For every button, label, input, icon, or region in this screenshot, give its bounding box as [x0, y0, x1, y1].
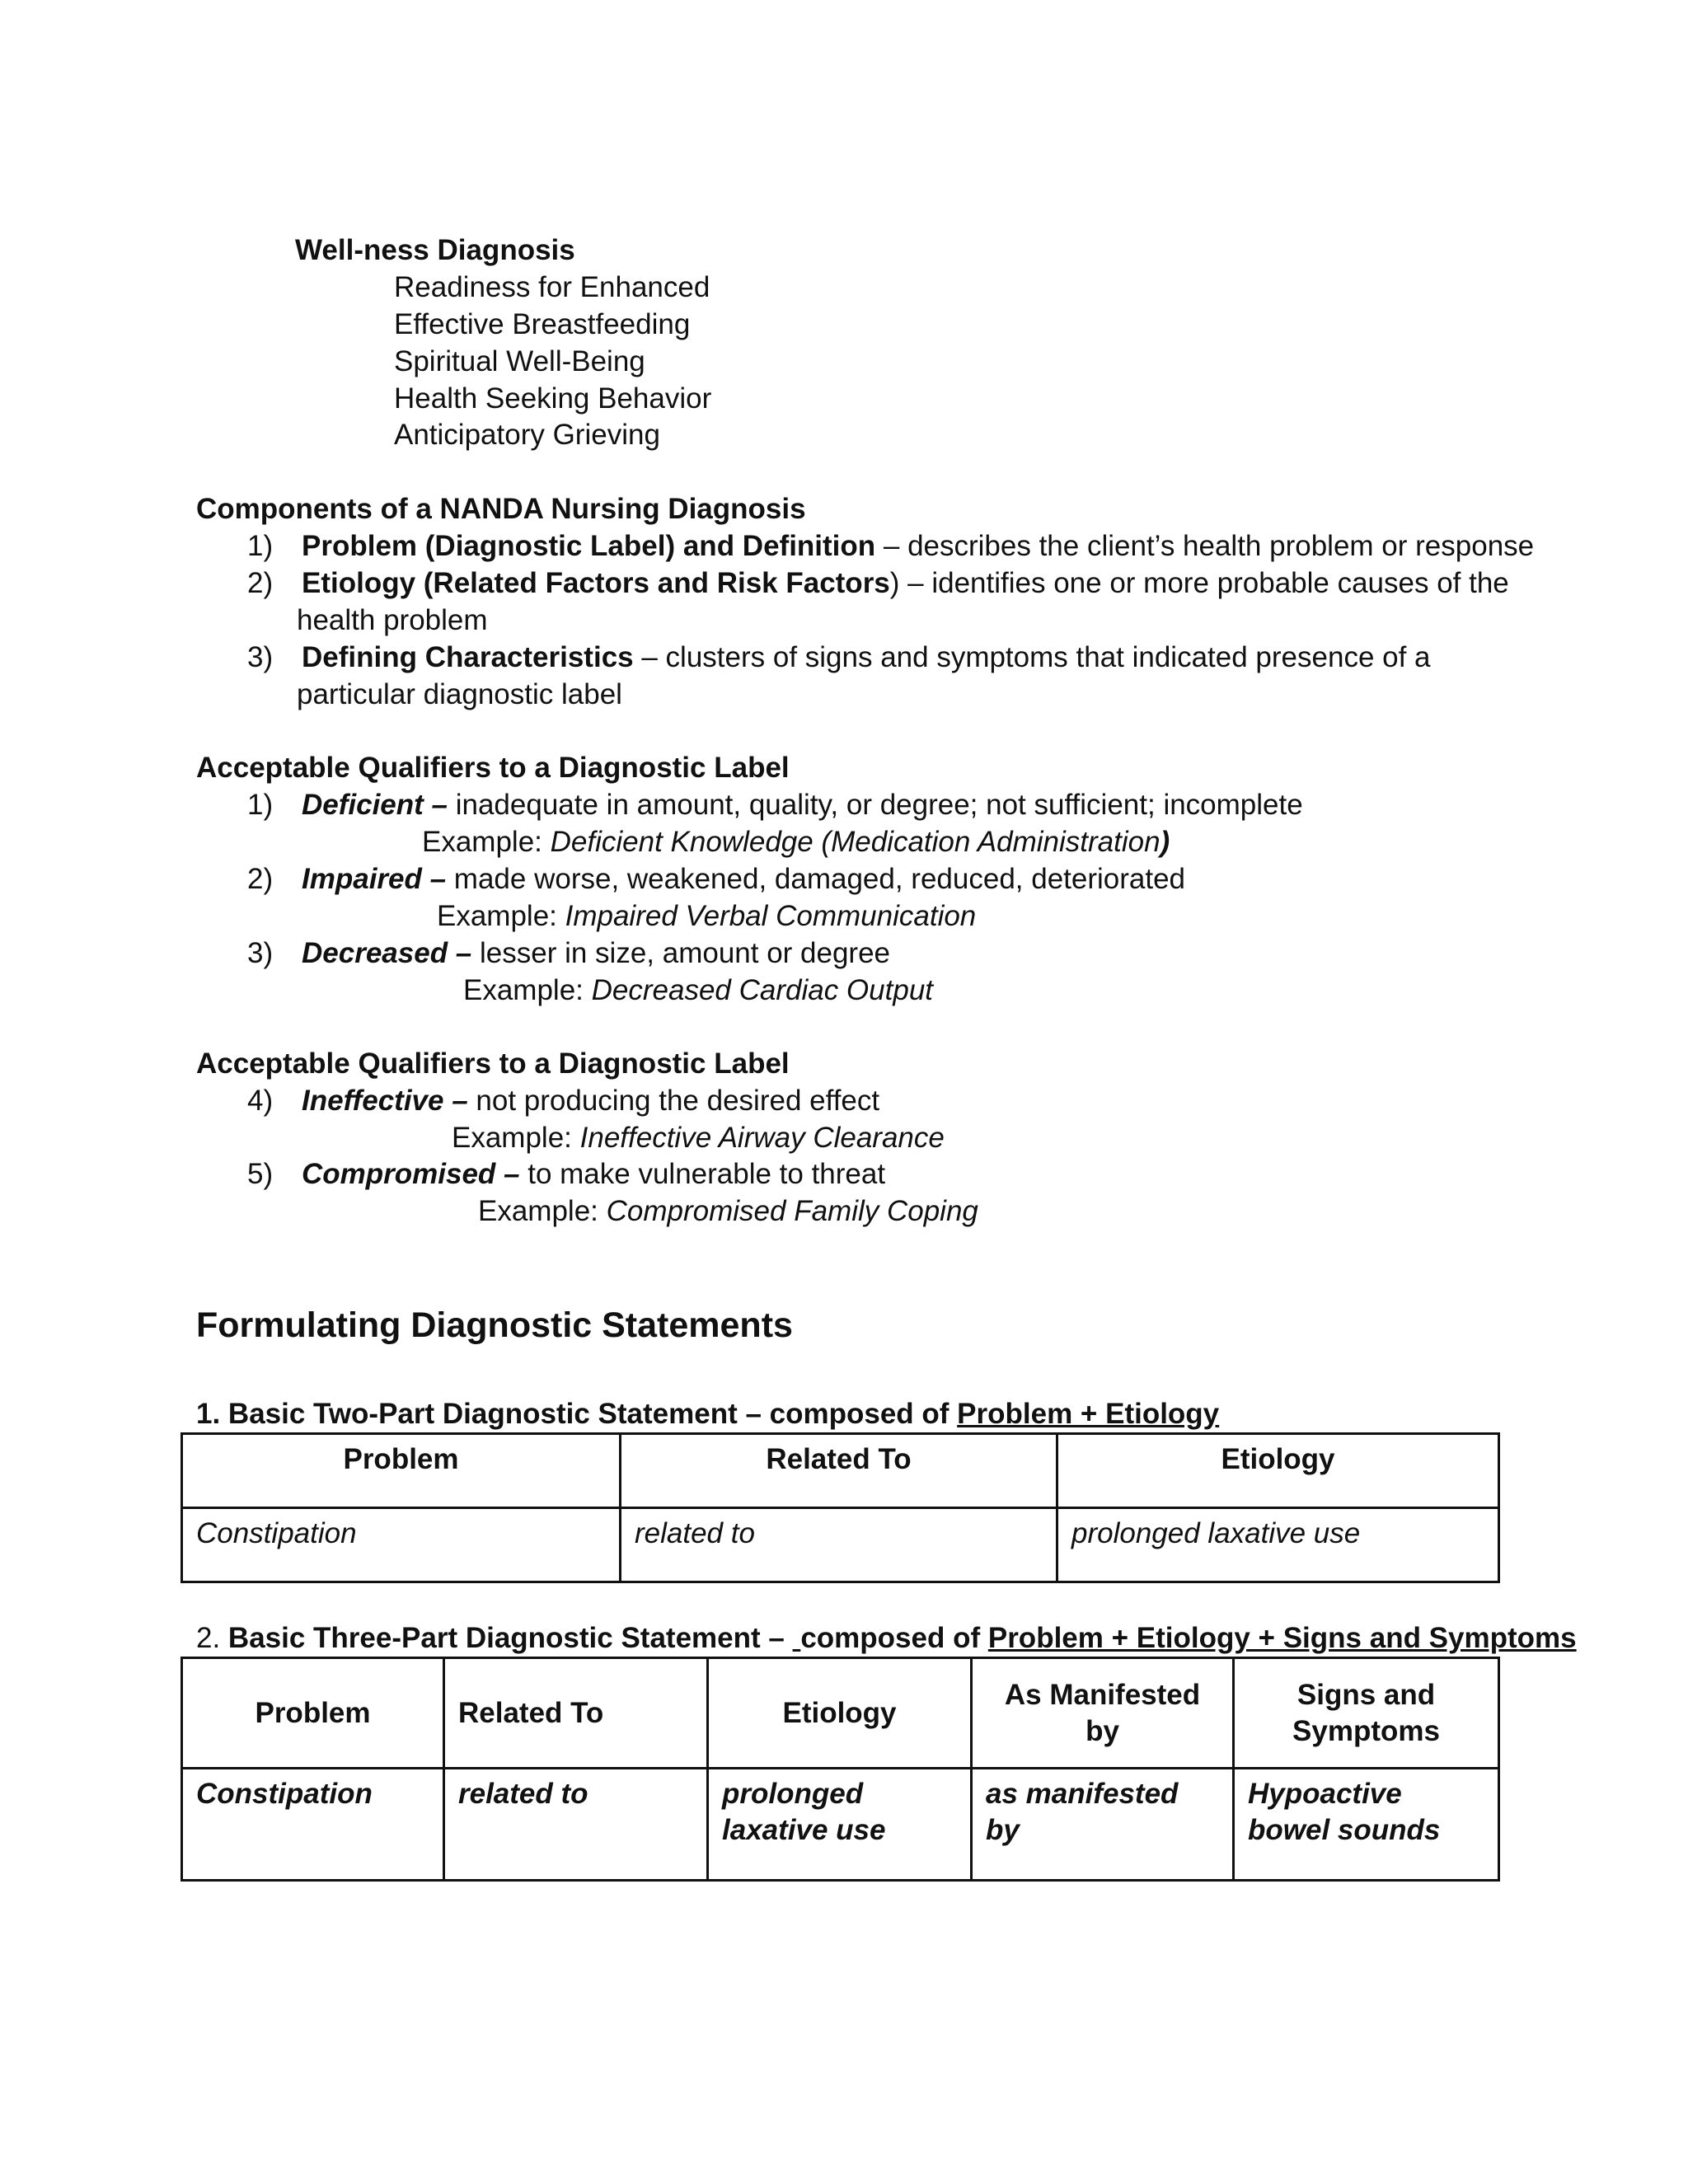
- component-item: Defining Characteristics – clusters of signs and symptoms that indicated presence of a: [302, 641, 1431, 673]
- table-header-cell: Related To: [444, 1658, 708, 1769]
- table-header-cell: Etiology: [708, 1658, 972, 1769]
- list-number: 2): [247, 863, 274, 895]
- table-header-cell: Signs and Symptoms: [1234, 1658, 1499, 1769]
- qualifier-example: Example: Deficient Knowledge (Medication Administration): [422, 826, 1170, 858]
- component-item: Etiology (Related Factors and Risk Factors) – identifies one or more probable causes of the: [302, 567, 1509, 599]
- table-cell: related to: [621, 1508, 1057, 1582]
- list-number: 4): [247, 1085, 274, 1117]
- qualifier-item: Ineffective – not producing the desired effect: [302, 1085, 880, 1117]
- wellness-item: Readiness for Enhanced: [394, 271, 710, 303]
- qualifier-item: Compromised – to make vulnerable to threat: [302, 1158, 886, 1190]
- wellness-item: Health Seeking Behavior: [394, 382, 712, 415]
- qualifier-example: Example: Compromised Family Coping: [478, 1195, 978, 1227]
- three-part-heading: 2. Basic Three-Part Diagnostic Statement – composed of Problem + Etiology + Signs and Symptoms: [196, 1622, 1577, 1654]
- two-part-heading: 1. Basic Two-Part Diagnostic Statement – composed of Problem + Etiology: [196, 1398, 1220, 1430]
- table-cell: prolonged laxative use: [1057, 1508, 1499, 1582]
- three-part-table: [181, 1657, 1500, 1882]
- list-number: 1): [247, 530, 274, 562]
- list-number: 5): [247, 1158, 274, 1190]
- qualifier-item: Deficient – inadequate in amount, quality, or degree; not sufficient; incomplete: [302, 789, 1303, 821]
- wellness-heading: Well-ness Diagnosis: [295, 234, 575, 266]
- table-row: [182, 1508, 1499, 1582]
- table-header-row: [182, 1434, 1499, 1508]
- qualifier-example: Example: Impaired Verbal Communication: [437, 900, 977, 932]
- table-header-cell: As Manifested by: [972, 1658, 1234, 1769]
- list-number: 3): [247, 641, 274, 673]
- list-number: 3): [247, 937, 274, 969]
- qualifier-item: Decreased – lesser in size, amount or degree: [302, 937, 891, 969]
- wellness-item: Spiritual Well-Being: [394, 345, 645, 377]
- list-number: 2): [247, 567, 274, 599]
- qualifier-example: Example: Decreased Cardiac Output: [463, 974, 934, 1006]
- qualifiers-heading: Acceptable Qualifiers to a Diagnostic Label: [196, 1047, 790, 1080]
- table-cell: prolonged laxative use: [708, 1769, 972, 1881]
- table-header-cell: Problem: [182, 1434, 621, 1508]
- table-header-cell: Problem: [182, 1658, 444, 1769]
- table-row: [182, 1769, 1499, 1881]
- table-cell: as manifested by: [972, 1769, 1234, 1881]
- table-cell: related to: [444, 1769, 708, 1881]
- qualifiers-heading: Acceptable Qualifiers to a Diagnostic Label: [196, 752, 790, 784]
- list-number: 1): [247, 789, 274, 821]
- component-item-continuation: particular diagnostic label: [297, 678, 622, 710]
- components-heading: Components of a NANDA Nursing Diagnosis: [196, 493, 806, 525]
- table-header-cell: Related To: [621, 1434, 1057, 1508]
- two-part-table: [181, 1432, 1500, 1583]
- qualifier-example: Example: Ineffective Airway Clearance: [452, 1122, 945, 1154]
- table-header-row: [182, 1658, 1499, 1769]
- section-title: Formulating Diagnostic Statements: [196, 1305, 793, 1345]
- component-item: Problem (Diagnostic Label) and Definition – describes the client’s health problem or response: [302, 530, 1535, 562]
- component-item-continuation: health problem: [297, 604, 488, 636]
- wellness-item: Anticipatory Grieving: [394, 419, 660, 451]
- table-cell: Hypoactive bowel sounds: [1234, 1769, 1499, 1881]
- table-header-cell: Etiology: [1057, 1434, 1499, 1508]
- table-cell: Constipation: [182, 1769, 444, 1881]
- wellness-item: Effective Breastfeeding: [394, 308, 691, 340]
- table-cell: Constipation: [182, 1508, 621, 1582]
- qualifier-item: Impaired – made worse, weakened, damaged, reduced, deteriorated: [302, 863, 1186, 895]
